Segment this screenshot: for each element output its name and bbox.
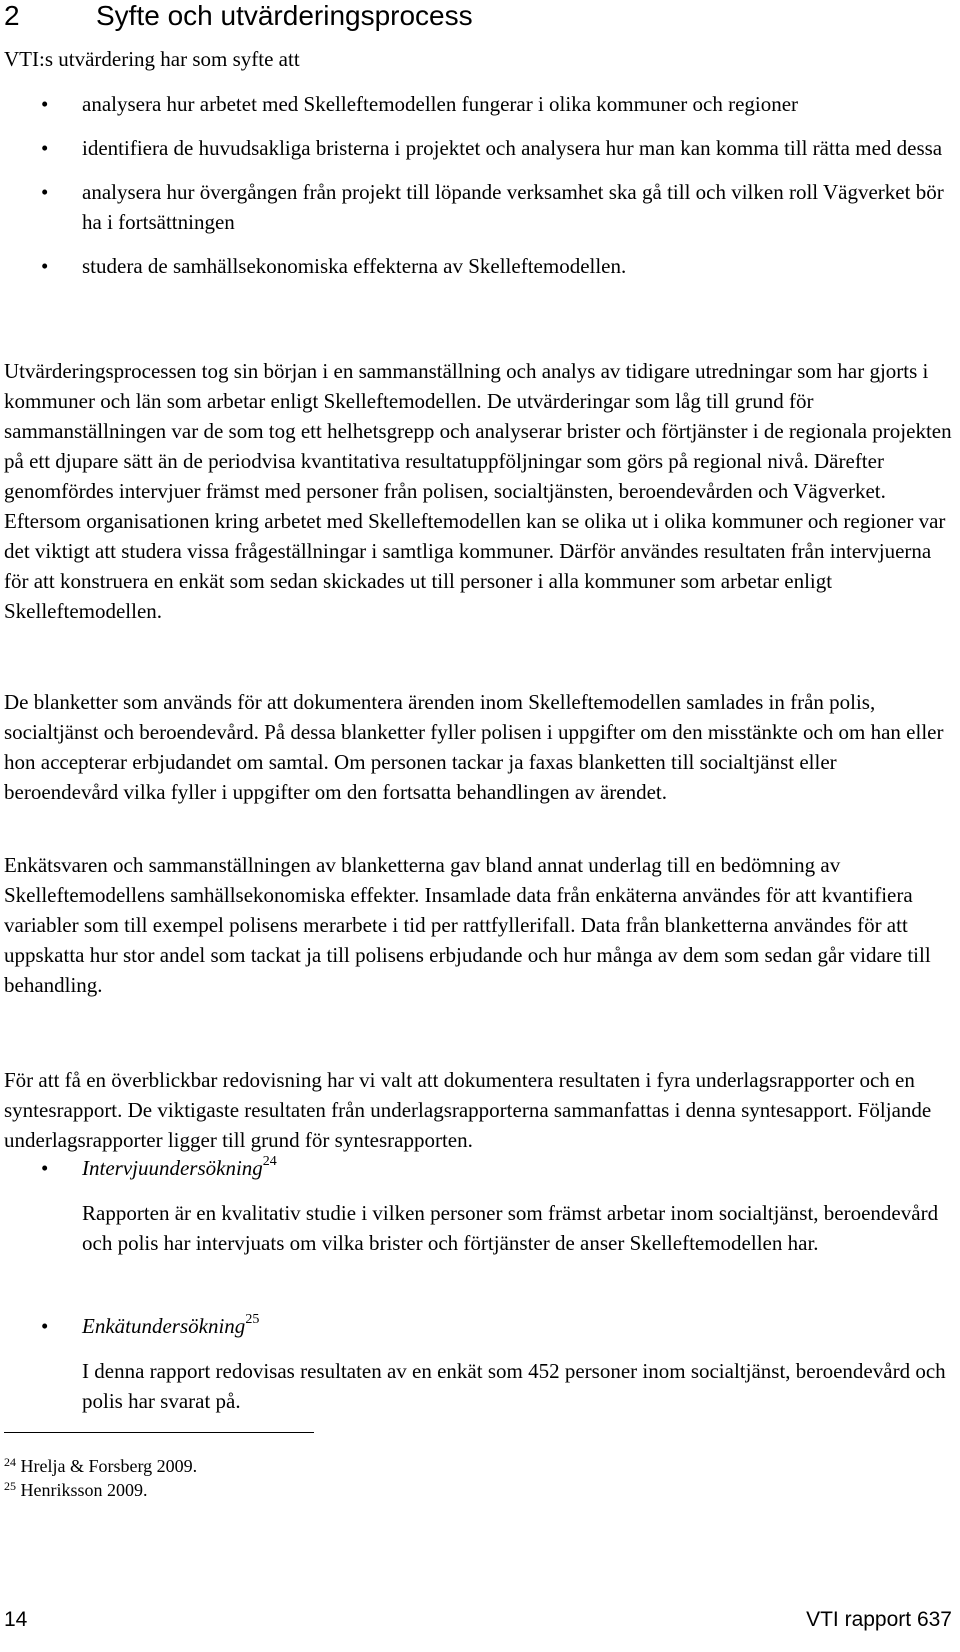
- bullet-icon: •: [41, 254, 49, 278]
- footnotes: [4, 1454, 197, 1502]
- body-paragraph: De blanketter som används för att dokumentera ärenden inom Skelleftemodellen samlades in från polis, socialtjänst och beroendevård. På dessa blanketter fyller polisen i uppgifter om den misstänkte och om han eller hon accepterar erbjudandet om samtal. Om personen tackar ja faxas blanketten till socialtjänst eller beroendevård vilka fyller i uppgifter om den fortsatta behandlingen av ärendet.: [4, 690, 944, 804]
- report-description: I denna rapport redovisas resultaten av en enkät som 452 personer inom socialtjänst, beroendevård och polis har svarat på.: [82, 1359, 946, 1413]
- footnote-ref[interactable]: 25: [245, 1312, 260, 1327]
- report-description: Rapporten är en kvalitativ studie i vilken personer som främst arbetar inom socialtjänst, beroendevård och polis har intervjuats om vilka brister och förtjänster de anser Skelleftemodellen har.: [82, 1201, 939, 1255]
- purpose-list: [4, 89, 954, 295]
- report-name: [82, 1311, 259, 1341]
- footnote: [4, 1454, 197, 1478]
- footnote-divider: [4, 1432, 314, 1433]
- list-item: [4, 133, 954, 163]
- intro-text: VTI:s utvärdering har som syfte att: [4, 47, 300, 71]
- body-paragraph: För att få en överblickbar redovisning har vi valt att dokumentera resultaten i fyra underlagsrapporter och en syntesrapport. De viktigaste resultaten från underlagsrapporterna sammanfattas i denna syntesapport. Följande underlagsrapporter ligger till grund för syntesrapporten.: [4, 1068, 932, 1152]
- footnote-number: 25: [4, 1479, 16, 1493]
- bullet-icon: •: [41, 92, 49, 116]
- list-item: [4, 251, 954, 281]
- footnote-text: Henriksson 2009.: [20, 1480, 148, 1500]
- footnote: [4, 1478, 197, 1502]
- bullet-icon: •: [41, 1314, 49, 1338]
- body-paragraph: Enkätsvaren och sammanställningen av blanketterna gav bland annat underlag till en bedömning av Skelleftemodellens samhällsekonomiska effekter. Insamlade data från enkäterna användes för att kvantifiera variabler som till exempel polisens merarbete i tid per rattfyllerifall. Data från blanketterna användes för att uppskatta hur stor andel som tackat ja till polisens erbjudande och hur många av dem som sedan går vidare till behandling.: [4, 853, 931, 997]
- list-item: [4, 177, 954, 237]
- bullet-icon: •: [41, 180, 49, 204]
- report-title: Intervjuundersökning: [82, 1156, 263, 1180]
- list-item-text: analysera hur övergången från projekt till löpande verksamhet ska gå till och vilken roll Vägverket bör ha i fortsättningen: [82, 180, 944, 234]
- bullet-icon: •: [41, 136, 49, 160]
- report-label: VTI rapport 637: [806, 1608, 952, 1631]
- report-name: [82, 1153, 277, 1183]
- list-item: [4, 89, 954, 119]
- section-number: 2: [4, 0, 20, 31]
- bullet-icon: •: [41, 1156, 49, 1180]
- section-title: Syfte och utvärderingsprocess: [96, 0, 473, 31]
- list-item-text: analysera hur arbetet med Skelleftemodellen fungerar i olika kommuner och regioner: [82, 92, 799, 116]
- section-heading: [4, 0, 473, 32]
- list-item-text: identifiera de huvudsakliga bristerna i projektet och analysera hur man kan komma till rätta med dessa: [82, 136, 943, 160]
- footnote-text: Hrelja & Forsberg 2009.: [20, 1456, 198, 1476]
- page-number: 14: [4, 1608, 28, 1631]
- footnote-number: 24: [4, 1455, 16, 1469]
- list-item-text: studera de samhällsekonomiska effekterna av Skelleftemodellen.: [82, 254, 627, 278]
- report-title: Enkätundersökning: [82, 1314, 246, 1338]
- footnote-ref[interactable]: 24: [262, 1154, 277, 1169]
- body-paragraph: Utvärderingsprocessen tog sin början i en sammanställning och analys av tidigare utredningar som har gjorts i kommuner och län som arbetar enligt Skelleftemodellen. De utvärderingar som låg till grund för sammanställningen var de som tog ett helhetsgrepp och analyserar brister och förtjänster i de regionala projekten på ett djupare sätt än de periodvisa kvantitativa resultatuppföljningar som görs på regional nivå. Därefter genomfördes intervjuer främst med personer från polisen, socialtjänsten, beroendevården och Vägverket. Eftersom organisationen kring arbetet med Skelleftemodellen kan se olika ut i olika kommuner och regioner var det viktigt att studera vissa frågeställningar i samtliga kommuner. Därför användes resultaten från intervjuerna för att konstruera en enkät som sedan skickades ut till personer i alla kommuner som arbetar enligt Skelleftemodellen.: [4, 359, 952, 623]
